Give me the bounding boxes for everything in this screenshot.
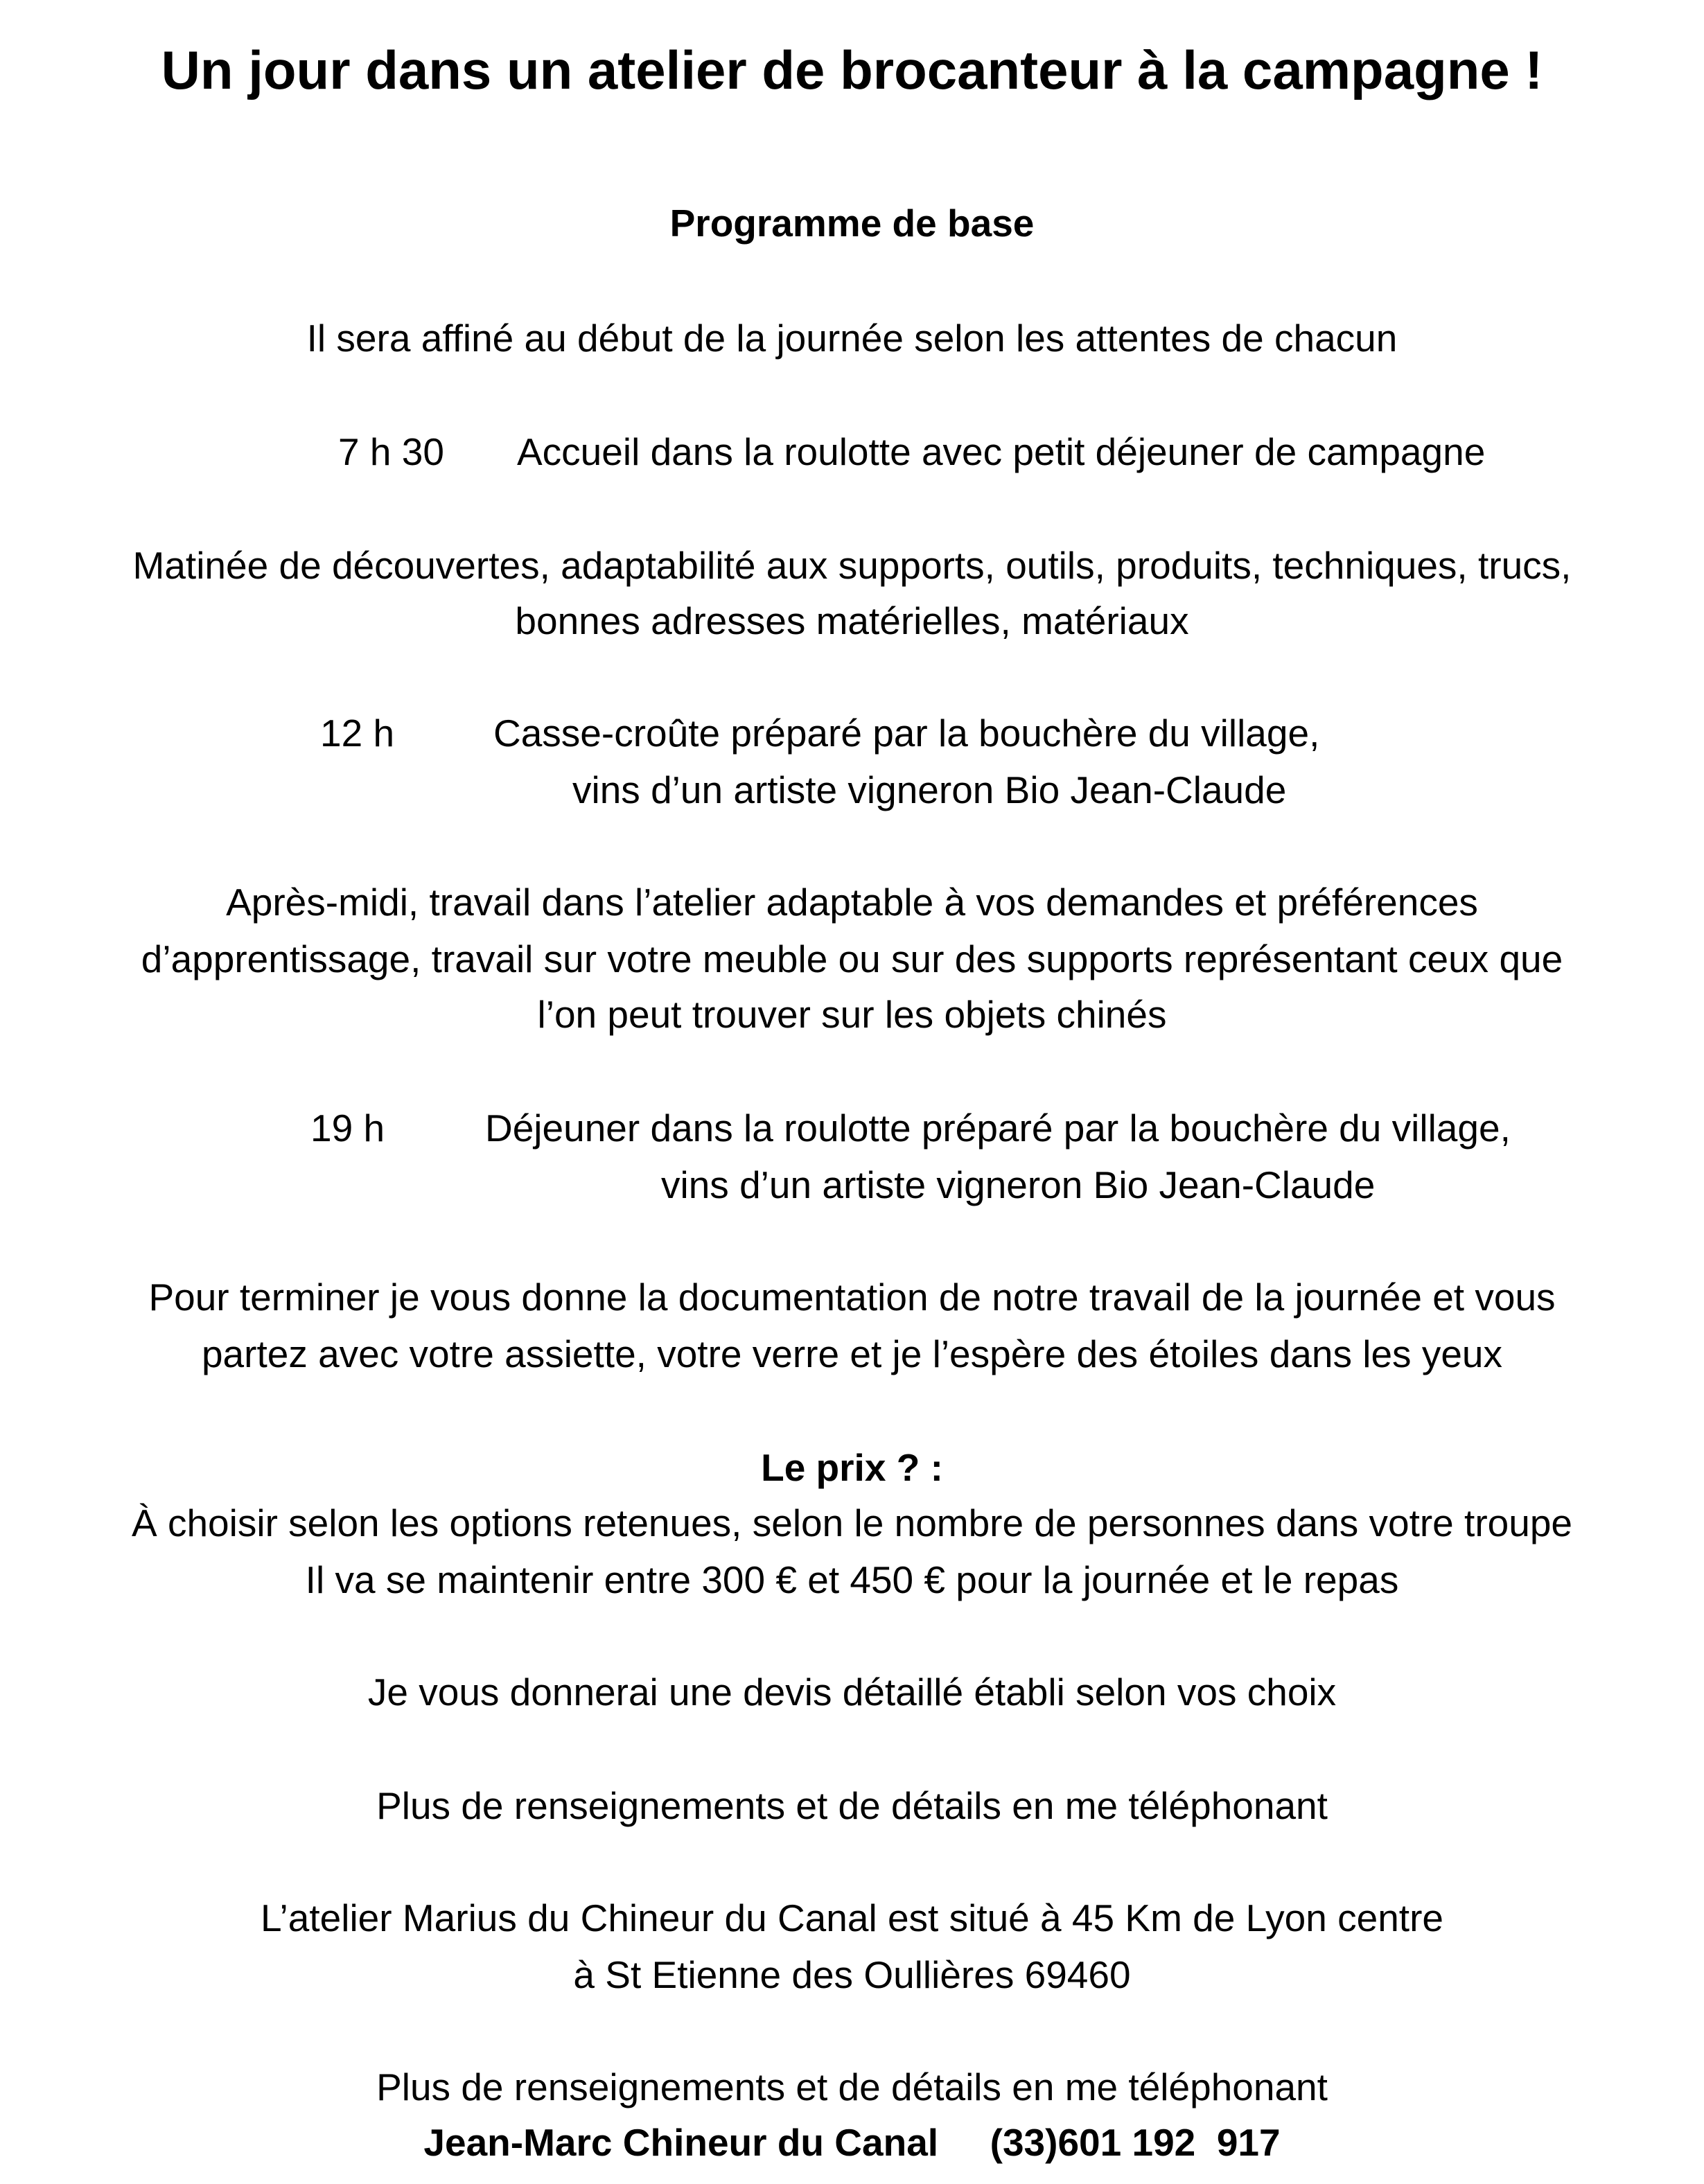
location-line-1: L’atelier Marius du Chineur du Canal est situé à 45 Km de Lyon centre: [261, 1896, 1443, 1939]
devis-text: Je vous donnerai une devis détaillé établi selon vos choix: [367, 1671, 1337, 1714]
schedule-text-evening-1: Déjeuner dans la roulotte préparé par la bouchère du village,: [485, 1107, 1511, 1150]
schedule-time-morning: 7 h 30: [338, 430, 444, 473]
info-text-1: Plus de renseignements et de détails en me téléphonant: [376, 1784, 1328, 1827]
intro-text: Il sera affiné au début de la journée selon les attentes de chacun: [306, 317, 1398, 360]
program-heading: Programme de base: [669, 202, 1035, 245]
price-line-1: À choisir selon les options retenues, selon le nombre de personnes dans votre troupe: [131, 1502, 1573, 1544]
schedule-time-midday: 12 h: [320, 712, 395, 755]
schedule-text-midday-2: vins d’un artiste vigneron Bio Jean-Claude: [572, 768, 1287, 811]
conclusion-line-1: Pour terminer je vous donne la documentation de notre travail de la journée et vous: [148, 1276, 1556, 1319]
schedule-text-midday-1: Casse-croûte préparé par la bouchère du village,: [493, 712, 1320, 755]
matinee-line-2: bonnes adresses matérielles, matériaux: [515, 599, 1189, 642]
contact-name: Jean-Marc Chineur du Canal: [423, 2121, 939, 2164]
contact-phone[interactable]: (33)601 192 917: [990, 2121, 1281, 2164]
schedule-text-evening-2: vins d’un artiste vigneron Bio Jean-Claude: [661, 1163, 1376, 1206]
contact-line: [0, 2115, 1704, 2170]
conclusion-line-2: partez avec votre assiette, votre verre et je l’espère des étoiles dans les yeux: [201, 1332, 1503, 1375]
schedule-time-evening: 19 h: [310, 1107, 385, 1150]
location-line-2: à St Etienne des Oullières 69460: [573, 1953, 1131, 1996]
page-title: Un jour dans un atelier de brocanteur à la campagne !: [161, 39, 1543, 100]
apres-midi-line-1: Après-midi, travail dans l’atelier adaptable à vos demandes et préférences: [226, 881, 1478, 924]
apres-midi-line-3: l’on peut trouver sur les objets chinés: [537, 993, 1167, 1036]
info-text-2: Plus de renseignements et de détails en me téléphonant: [376, 2066, 1328, 2108]
price-heading: Le prix ? :: [761, 1446, 943, 1489]
matinee-line-1: Matinée de découvertes, adaptabilité aux supports, outils, produits, techniques, trucs,: [132, 544, 1572, 587]
apres-midi-line-2: d’apprentissage, travail sur votre meuble ou sur des supports représentant ceux que: [141, 937, 1563, 980]
price-line-2: Il va se maintenir entre 300 € et 450 € pour la journée et le repas: [305, 1558, 1399, 1601]
schedule-text-morning: Accueil dans la roulotte avec petit déjeuner de campagne: [517, 430, 1486, 473]
